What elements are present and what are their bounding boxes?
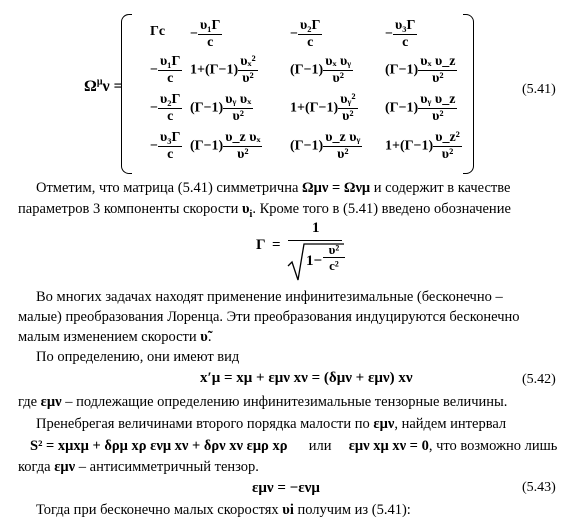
matrix-cell-3-2: (Γ−1) $\frac{\text{υᵧ υₓ}}{\text{υ²}}$ <box>190 92 252 124</box>
interval-line: S² = xμxμ + δρμ xρ ενμ xν + δρν xν εμρ xρ или εμν xμ xν = 0, что возможно лишь <box>30 438 558 454</box>
matrix-cell-4-2: (Γ−1) $\frac{\text{υ\_z υₓ}}{\text{υ²}}$ <box>190 130 261 162</box>
matrix-cell-1-2: − $\frac{\text{υ₁Γ}}{c}$ <box>190 18 221 50</box>
equation-542: x′μ = xμ + εμν xν = (δμν + εμν) xν <box>200 370 413 386</box>
paragraph-infinitesimal-2: малые) преобразования Лоренца. Эти преобразования индуцируются бесконечно <box>18 309 520 325</box>
paragraph-antisymmetric: когда εμν – антисимметричный тензор. <box>18 459 259 475</box>
matrix-cell-3-3: 1+(Γ−1) $\frac{\text{υᵧ²}}{\text{υ²}}$ <box>290 92 356 124</box>
matrix-cell-4-4: 1+(Γ−1) $\frac{\text{υ\_z²}}{\text{υ²}}$ <box>385 130 460 162</box>
matrix-left-bracket <box>121 14 132 174</box>
matrix-cell-2-4: (Γ−1) $\frac{\text{υₓ υ\_z}}{\text{υ²}}$ <box>385 54 456 86</box>
paragraph-infinitesimal-1: Во многих задачах находят применение инфинитезимальные (бесконечно – <box>36 289 503 305</box>
matrix-lhs: $\Omega^\mu\nu$ = <box>84 76 123 95</box>
paragraph-neglect: Пренебрегая величинами второго порядка малости по εμν, найдем интервал <box>36 416 507 432</box>
equation-number-543: (5.43) <box>522 480 556 495</box>
matrix-cell-3-4: (Γ−1) $\frac{\text{υᵧ υ\_z}}{\text{υ²}}$ <box>385 92 456 124</box>
matrix-cell-4-1: − $\frac{\text{υ₃Γ}}{c}$ <box>150 130 181 162</box>
matrix-cell-1-1: Γc <box>150 24 166 39</box>
matrix-cell-2-1: − $\frac{\text{υ₁Γ}}{c}$ <box>150 54 181 86</box>
equation-number-541: (5.41) <box>522 82 556 97</box>
matrix-cell-1-3: − $\frac{\text{υ₂Γ}}{c}$ <box>290 18 321 50</box>
paragraph-symmetric: Отметим, что матрица (5.41) симметрична Ωμν = Ωνμ и содержит в качестве <box>36 180 511 196</box>
matrix-cell-3-1: − $\frac{\text{υ₂Γ}}{c}$ <box>150 92 181 124</box>
paragraph-small-velocity: Тогда при бесконечно малых скоростях υi получим из (5.41): <box>36 502 411 518</box>
equation-number-542: (5.42) <box>522 372 556 387</box>
matrix-cell-1-4: − $\frac{\text{υ₃Γ}}{c}$ <box>385 18 416 50</box>
symmetry-formula: Ωμν = Ωνμ <box>302 180 371 196</box>
paragraph-infinitesimal-3: малым изменением скорости υ̃. <box>18 329 212 345</box>
matrix-cell-4-3: (Γ−1) $\frac{\text{υ\_z υᵧ}}{\text{υ²}}$ <box>290 130 361 162</box>
matrix-right-bracket <box>463 14 474 174</box>
paragraph-symmetric-line2: параметров 3 компоненты скорости $\upsilon_i$. Кроме того в (5.41) введено обозначение <box>18 201 511 220</box>
matrix-cell-2-3: (Γ−1) $\frac{\text{υₓ υᵧ}}{\text{υ²}}$ <box>290 54 352 86</box>
paragraph-definition: По определению, они имеют вид <box>36 349 240 365</box>
paragraph-tensor: где εμν – подлежащие определению инфинитезимальные тензорные величины. <box>18 394 508 410</box>
equation-543: εμν = −ενμ <box>252 480 320 496</box>
matrix-cell-2-2: 1+(Γ−1) $\frac{\text{υₓ²}}{\text{υ²}}$ <box>190 54 256 86</box>
